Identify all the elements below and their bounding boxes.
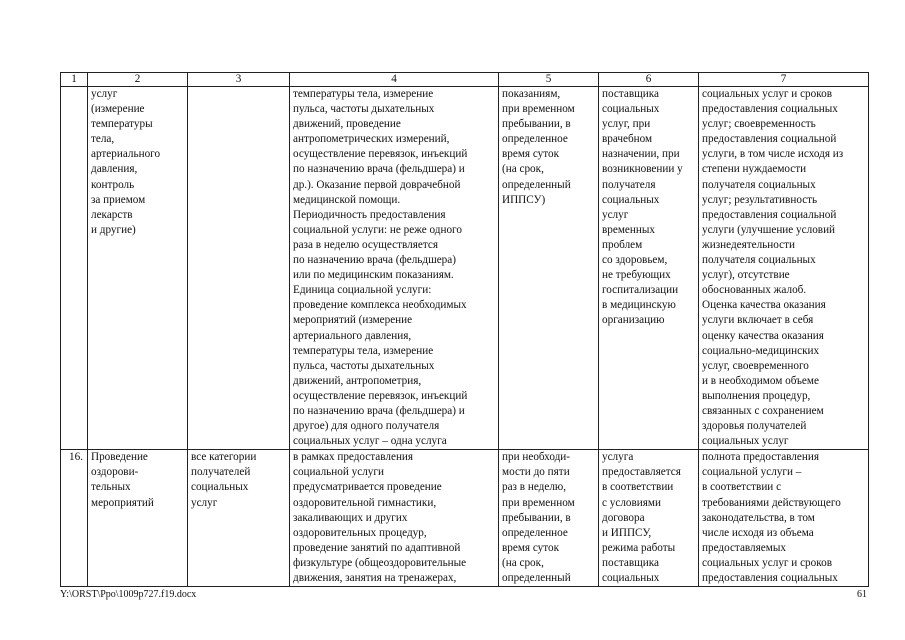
services-table — [60, 72, 869, 587]
service-timing-cell: показаниям, при временном пребывании, в определенное время суток (на срок, определенный ИППСУ) — [499, 87, 599, 450]
service-name-cell: Проведение оздорови- тельных мероприятий — [88, 450, 188, 587]
service-conditions-cell: услуга предоставляется в соответствии с условиями договора и ИППСУ, режима работы поставщика социальных — [599, 450, 699, 587]
column-number: 3 — [188, 73, 290, 87]
quality-indicators-cell: полнота предоставления социальной услуги – в соответствии с требованиями действующего законодательства, в том числе исходя из объема предоставляемых социальных услуг и сроков предоставления социальных — [699, 450, 869, 587]
service-description-cell: температуры тела, измерение пульса, частоты дыхательных движений, проведение антропометрических измерений, осуществление перевязок, инъекций по назначению врача (фельдшера) и др.). Оказание первой доврачебной медицинской помощи. Периодичность предоставления социальной услуги: не реже одного раза в неделю осуществляется по назначению врача (фельдшера) или по медицинским показаниям. Единица социальной услуги: проведение комплекса необходимых мероприятий (измерение артериального давления, температуры тела, измерение пульса, частоты дыхательных движений, антропометрия, осуществление перевязок, инъекций по назначению врача (фельдшера) и другое) для одного получателя социальных услуг – одна услуга — [290, 87, 499, 450]
service-conditions-cell: поставщика социальных услуг, при врачебном назначении, при возникновении у получателя социальных услуг временных проблем со здоровьем, не требующих госпитализации в медицинскую организацию — [599, 87, 699, 450]
recipient-category-cell: все категории получателей социальных услуг — [188, 450, 290, 587]
column-number: 1 — [61, 73, 88, 87]
column-number: 7 — [699, 73, 869, 87]
row-number — [61, 87, 88, 450]
table-row — [61, 87, 869, 450]
column-number-row — [61, 73, 869, 87]
service-name-cell: услуг (измерение температуры тела, артериального давления, контроль за приемом лекарств и другие) — [88, 87, 188, 450]
column-number: 6 — [599, 73, 699, 87]
page-number: 61 — [857, 589, 867, 600]
column-number: 2 — [88, 73, 188, 87]
service-timing-cell: при необходи- мости до пяти раз в неделю, при временном пребывании, в определенное время суток (на срок, определенный — [499, 450, 599, 587]
row-number: 16. — [61, 450, 88, 587]
service-description-cell: в рамках предоставления социальной услуги предусматривается проведение оздоровительной гимнастики, закаливающих и других оздоровительных процедур, проведение занятий по адаптивной физкультуре (общеоздоровительные движения, занятия на тренажерах, — [290, 450, 499, 587]
document-path: Y:\ORST\Ppo\1009p727.f19.docx — [60, 589, 197, 600]
quality-indicators-cell: социальных услуг и сроков предоставления социальных услуг; своевременность предоставления социальной услуги, в том числе исходя из степени нуждаемости получателя социальных услуг; результативность предоставления социальной услуги (улучшение условий жизнедеятельности получателя социальных услуг), отсутствие обоснованных жалоб. Оценка качества оказания услуги включает в себя оценку качества оказания социально-медицинских услуг, своевременного и в необходимом объеме выполнения процедур, связанных с сохранением здоровья получателей социальных услуг — [699, 87, 869, 450]
column-number: 5 — [499, 73, 599, 87]
table-row — [61, 450, 869, 587]
column-number: 4 — [290, 73, 499, 87]
recipient-category-cell — [188, 87, 290, 450]
